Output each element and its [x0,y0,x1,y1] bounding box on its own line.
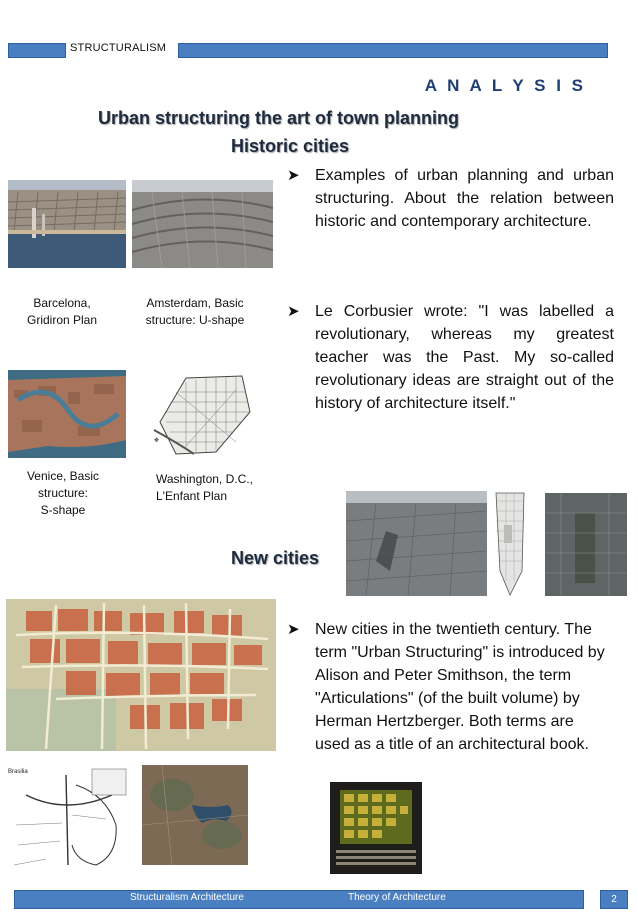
footer-left-text: Structuralism Architecture [130,892,244,903]
city-grid-plan-map [330,782,422,874]
svg-text:✥: ✥ [154,438,160,444]
page-number: 2 [600,890,628,909]
footer-right-text: Theory of Architecture [348,892,446,903]
brasilia-map-label: Brasilia [8,769,28,775]
venice-aerial-photo [8,370,126,458]
brasilia-plan-map [6,765,132,877]
aerial-city-photo [346,491,487,596]
caption-venice: Venice, Basic structure: S-shape [26,469,100,517]
footer-bar [14,890,584,909]
arrow-bullet-icon: ➤ [287,303,300,320]
manhattan-grid-map [492,491,528,596]
caption-amsterdam: Amsterdam, Basic structure: U-shape [145,296,245,327]
caption-washington: Washington, D.C., L'Enfant Plan [156,472,253,503]
bullet-urban-planning: ➤ Examples of urban planning and urban structuring. About the relation between historic and contemporary architecture. [287,164,614,233]
new-town-plan-map [6,599,276,751]
brasilia-aerial-photo [142,765,248,865]
arrow-bullet-icon: ➤ [287,167,300,184]
washington-plan-map [146,372,254,458]
arrow-bullet-icon: ➤ [287,621,300,638]
caption-barcelona: Barcelona, Gridiron Plan [26,296,98,327]
bullet-new-cities: ➤ New cities in the twentieth century. The term "Urban Structuring" is introduced by Alison and Peter Smithson, the term "Articulations" (of the built volume) by Herman Hertzberger. Both terms are used as a title of an architectural book. [287,618,607,756]
section-title: A N A L Y S I S [424,76,586,95]
barcelona-aerial-photo [8,180,126,268]
main-heading: Urban structuring the art of town planning [98,108,459,128]
amsterdam-aerial-photo [132,180,273,268]
aerial-city-photo-2 [545,493,627,596]
header-bar-left [8,43,66,58]
new-cities-heading: New cities [231,548,320,568]
bullet-le-corbusier-quote: ➤ Le Corbusier wrote: "I was labelled a revolutionary, whereas my greatest teacher was the Past. My so-called revolutionary ideas are straight out of the history of architecture itself." [287,300,614,415]
historic-cities-heading: Historic cities [231,136,350,156]
header-bar-right [178,43,608,58]
header-title: STRUCTURALISM [70,42,167,54]
